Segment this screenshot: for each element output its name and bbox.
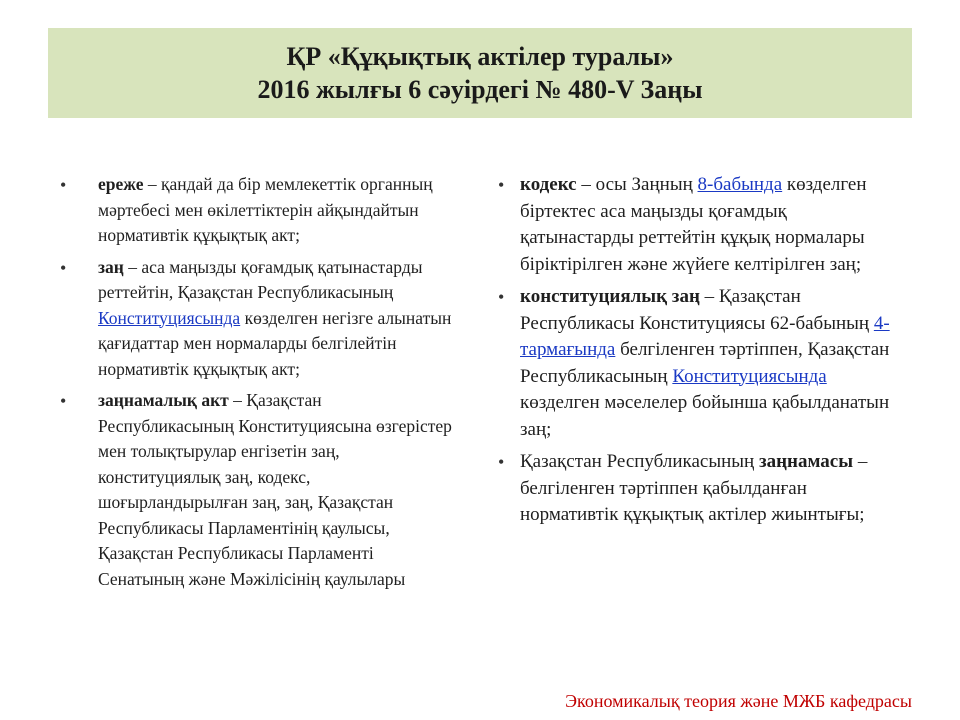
list-item-legislative-act <box>60 388 460 592</box>
definition-text: – аса маңызды қоғамдық қатынастарды реттейтін, Қазақстан Республикасының <box>98 256 423 302</box>
term-label: заң <box>98 256 124 277</box>
paragraph-4-link[interactable]: 4-тармағында <box>520 312 890 360</box>
left-column <box>60 172 460 598</box>
definition-text: белгіленген тәртіппен, Қазақстан Республикасының <box>520 339 890 387</box>
list-item-legislation <box>498 449 898 529</box>
definition-text: – қандай да бір мемлекеттік органның мәртебесі мен өкілеттіктерін айқындайтын нормативтік құқықтық акт; <box>98 174 433 245</box>
definition-prefix: Қазақстан Республикасының <box>520 451 759 472</box>
list-item-ereje <box>60 172 460 249</box>
bullet-icon: • <box>60 175 67 195</box>
constitution-link[interactable]: Конституциясында <box>98 307 241 328</box>
article-8-link[interactable]: 8-бабында <box>697 174 783 195</box>
term-label: ереже <box>98 174 144 194</box>
bullet-icon: • <box>60 257 67 278</box>
list-item-kodeks <box>498 172 898 278</box>
constitution-link[interactable]: Конституциясында <box>672 365 827 387</box>
right-column <box>498 172 898 535</box>
bullet-icon: • <box>498 175 505 195</box>
term-label: заңнамасы <box>758 451 854 472</box>
definition-text: – белгіленген тәртіппен қабылданған нормативтік құқықтық актілер жиынтығы; <box>520 451 868 525</box>
term-label: кодекс <box>520 174 577 195</box>
bullet-icon: • <box>60 391 67 411</box>
definition-text: көзделген мәселелер бойынша қабылданатын заң; <box>520 392 890 440</box>
definition-text: – Қазақстан Республикасының Конституциясына өзгерістер мен толықтырулар енгізетін заң, конституциялық заң, кодекс, шоғырландырылған заң, заң, Қазақстан Республикасы Парламентінің қаулысы, Қазақстан Республикасы Парламенті Сенатының және Мәжілісінің қаулылары <box>98 390 452 589</box>
department-footer: Экономикалық теория және МЖБ кафедрасы <box>565 691 912 711</box>
list-item-constitutional-law <box>498 284 898 443</box>
title-band <box>48 28 912 118</box>
list-item-zan <box>60 255 460 383</box>
definition-text: – осы Заңның <box>576 174 698 195</box>
term-label: конституциялық заң <box>520 286 700 307</box>
term-label: заңнамалық акт <box>98 390 229 410</box>
definition-text: – Қазақстан Республикасы Конституциясы 62-бабының <box>520 286 874 334</box>
slide-title-line-2: 2016 жылғы 6 сәуірдегі № 480-V Заңы <box>257 75 703 104</box>
definition-text: көзделген негізге алынатын қағидаттар мен нормаларды белгілейтін нормативтік құқықтық акт; <box>98 307 452 379</box>
slide-title-line-1: ҚР «Құқықтық актілер туралы» <box>286 42 674 71</box>
definition-text: көзделген біртектес аса маңызды қоғамдық қатынастарды реттейтін құқық нормалары біріктірілген және жүйеге келтірілген заң; <box>520 174 867 275</box>
bullet-icon: • <box>498 287 505 307</box>
bullet-icon: • <box>498 452 505 472</box>
